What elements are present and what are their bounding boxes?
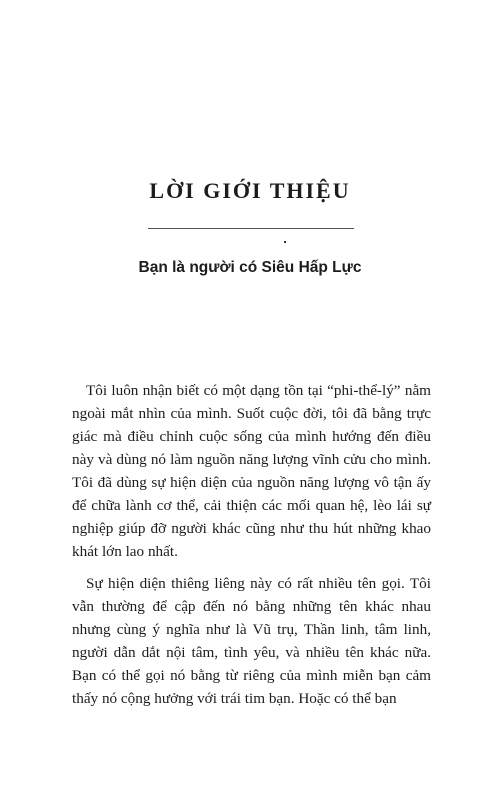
title-divider (148, 228, 354, 229)
printing-speck (284, 241, 286, 243)
chapter-subtitle: Bạn là người có Siêu Hấp Lực (138, 259, 362, 276)
paragraph-1: Tôi luôn nhận biết có một dạng tồn tại “phi-thể-lý” nằm ngoài mắt nhìn của mình. Suốt cuộc đời, tôi đã bằng trực giác mà điều chỉnh cuộc sống của mình hướng đến điều này và dùng nó làm nguồn năng lượng vĩnh cửu cho mình. Tôi đã dùng sự hiện diện của nguồn năng lượng vô tận ấy để chữa lành cơ thể, cải thiện các mối quan hệ, lèo lái sự nghiệp giúp đỡ người khác cũng như thu hút những khao khát lớn lao nhất. (72, 382, 431, 560)
paragraph-2: Sự hiện diện thiêng liêng này có rất nhiều tên gọi. Tôi vẫn thường để cập đến nó bằng những tên khác nhau nhưng cùng ý nghĩa như là Vũ trụ, Thần linh, tâm linh, người dẫn dắt nội tâm, tình yêu, và nhiều tên khác nữa. Bạn có thể gọi nó bằng từ riêng của mình miễn bạn cảm thấy nó cộng hưởng với trái tim bạn. Hoặc có thể bạn (72, 575, 431, 707)
body-text (72, 379, 431, 710)
chapter-title: LỜI GIỚI THIỆU (149, 178, 351, 203)
